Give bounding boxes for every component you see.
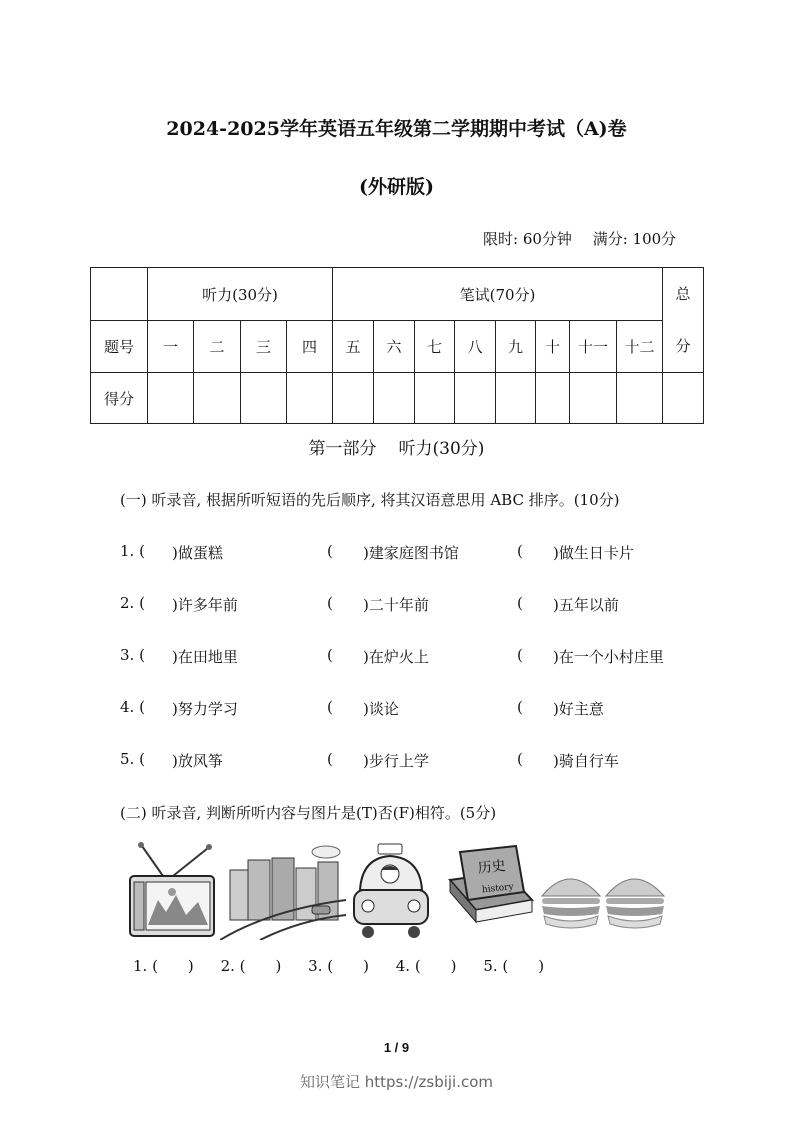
score-cell[interactable] bbox=[148, 373, 194, 424]
score-cell[interactable] bbox=[287, 373, 333, 424]
question-row-label: 题号 bbox=[91, 321, 148, 373]
score-cell[interactable] bbox=[333, 373, 374, 424]
score-cell[interactable] bbox=[374, 373, 415, 424]
score-cell[interactable] bbox=[241, 373, 287, 424]
score-cell[interactable] bbox=[570, 373, 617, 424]
picture-answer-1[interactable]: 1. ( ) bbox=[133, 957, 194, 975]
history-books-icon bbox=[446, 840, 536, 940]
part-one-title: 第一部分 听力(30分) bbox=[308, 439, 485, 459]
hamburgers-icon bbox=[538, 840, 668, 940]
picture-answer-4[interactable]: 4. ( ) bbox=[395, 957, 457, 975]
total-header: 总 分 bbox=[663, 268, 704, 373]
exam-subtitle: (外研版) bbox=[359, 176, 434, 198]
page-number: 1 / 9 bbox=[383, 1040, 410, 1055]
table-corner-cell bbox=[91, 268, 148, 321]
question-number-cell: 八 bbox=[455, 321, 496, 373]
exam-limits bbox=[483, 228, 676, 249]
score-cell[interactable] bbox=[617, 373, 663, 424]
writing-header: 笔试(70分) bbox=[333, 268, 663, 321]
section-two-instruction: (二) 听录音, 判断所听内容与图片是(T)否(F)相符。(5分) bbox=[120, 804, 497, 822]
time-limit: 限时: 60分钟 bbox=[483, 230, 572, 248]
question-number-cell: 十二 bbox=[617, 321, 663, 373]
listening-header: 听力(30分) bbox=[148, 268, 333, 321]
question-number-cell: 七 bbox=[415, 321, 455, 373]
question-number-cell: 十 bbox=[536, 321, 570, 373]
book-label-en: history bbox=[481, 882, 515, 896]
section-one-instruction: (一) 听录音, 根据所听短语的先后顺序, 将其汉语意思用 ABC 排序。(10分) bbox=[120, 491, 620, 509]
question-number-cell: 三 bbox=[241, 321, 287, 373]
question-number-cell: 十一 bbox=[570, 321, 617, 373]
pictures-strip bbox=[128, 840, 668, 940]
picture-answer-5[interactable]: 5. ( ) bbox=[483, 957, 545, 975]
book-label-cn: 历史 bbox=[476, 857, 507, 877]
score-cell[interactable] bbox=[415, 373, 455, 424]
score-row-label: 得分 bbox=[91, 373, 148, 424]
exam-title: 2024-2025学年英语五年级第二学期期中考试（A)卷 bbox=[166, 118, 627, 140]
picture-answer-2[interactable]: 2. ( ) bbox=[220, 957, 282, 975]
score-cell[interactable] bbox=[536, 373, 570, 424]
question-number-cell: 九 bbox=[496, 321, 536, 373]
total-score-cell[interactable] bbox=[663, 373, 704, 424]
footer-watermark: 知识笔记 https://zsbiji.com bbox=[299, 1073, 494, 1091]
question-number-cell: 四 bbox=[287, 321, 333, 373]
question-number-cell: 二 bbox=[194, 321, 241, 373]
question-number-cell: 一 bbox=[148, 321, 194, 373]
taxi-driver-icon bbox=[350, 840, 432, 940]
city-road-icon bbox=[220, 840, 346, 940]
score-cell[interactable] bbox=[455, 373, 496, 424]
score-table bbox=[90, 267, 704, 424]
score-cell[interactable] bbox=[194, 373, 241, 424]
picture-answers bbox=[133, 955, 566, 976]
picture-answer-3[interactable]: 3. ( ) bbox=[308, 957, 369, 975]
score-cell[interactable] bbox=[496, 373, 536, 424]
question-number-cell: 六 bbox=[374, 321, 415, 373]
tv-icon bbox=[128, 840, 218, 940]
question-number-cell: 五 bbox=[333, 321, 374, 373]
full-score: 满分: 100分 bbox=[592, 230, 677, 248]
